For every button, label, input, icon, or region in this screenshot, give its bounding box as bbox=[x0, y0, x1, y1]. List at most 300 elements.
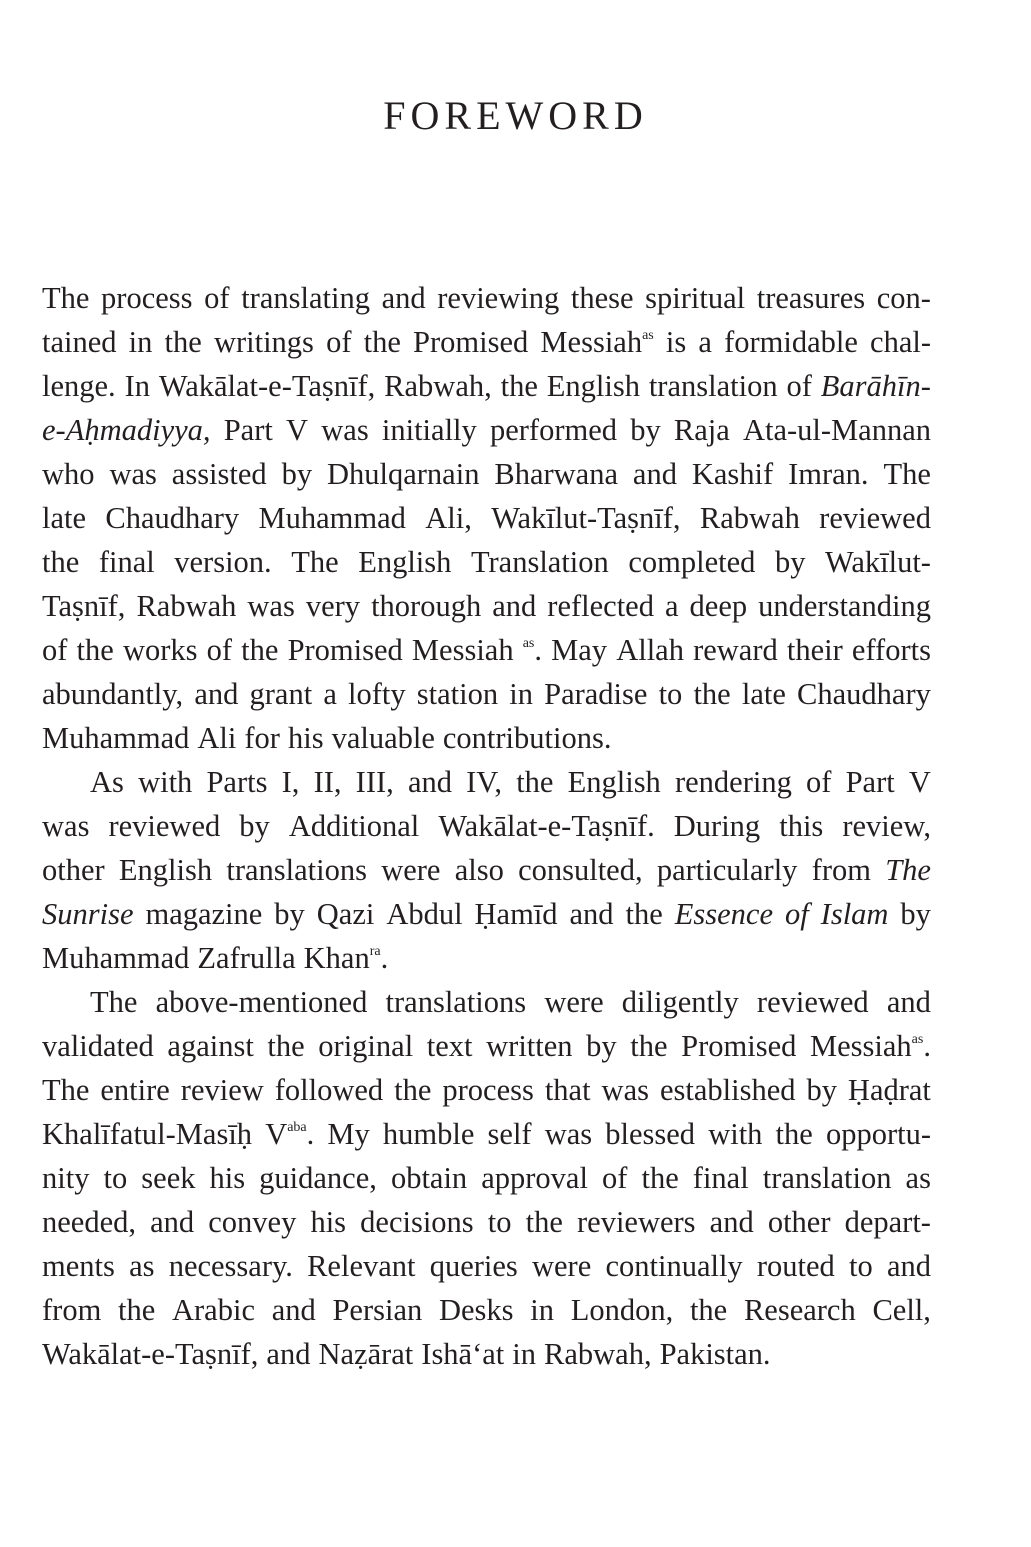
word bbox=[265, 1112, 314, 1156]
word bbox=[630, 408, 661, 452]
text: the bbox=[516, 765, 554, 799]
text: Raja bbox=[673, 413, 730, 447]
word bbox=[282, 760, 300, 804]
word bbox=[486, 1024, 572, 1068]
word bbox=[42, 1156, 89, 1200]
text: and bbox=[632, 457, 677, 491]
text-line bbox=[42, 1332, 931, 1376]
text: lofty bbox=[348, 677, 406, 711]
word bbox=[666, 320, 686, 364]
word bbox=[602, 1068, 649, 1112]
text: The bbox=[291, 545, 339, 579]
word bbox=[288, 628, 403, 672]
text: chal- bbox=[870, 325, 931, 359]
word bbox=[145, 892, 262, 936]
word bbox=[417, 672, 498, 716]
text: . bbox=[534, 633, 543, 667]
word bbox=[775, 540, 806, 584]
word bbox=[208, 1200, 296, 1244]
word bbox=[530, 1288, 554, 1332]
text: final bbox=[98, 545, 155, 579]
word bbox=[602, 1156, 627, 1200]
text: works bbox=[122, 633, 198, 667]
word bbox=[852, 628, 931, 672]
word bbox=[327, 452, 479, 496]
word bbox=[197, 936, 295, 980]
word bbox=[42, 628, 67, 672]
text: Wakālat-e-Taṣnīf. bbox=[438, 809, 655, 843]
text: reviewed bbox=[819, 501, 931, 535]
word bbox=[605, 1244, 742, 1288]
text-line bbox=[42, 540, 931, 584]
text: Promised bbox=[681, 1029, 797, 1063]
word bbox=[693, 672, 730, 716]
text: of bbox=[786, 369, 812, 403]
text: for bbox=[244, 721, 280, 755]
text-line bbox=[42, 364, 931, 408]
text: Rabwah, bbox=[544, 1337, 652, 1371]
word bbox=[501, 364, 538, 408]
text: in bbox=[530, 1293, 554, 1327]
word bbox=[323, 672, 337, 716]
text: reviewed bbox=[108, 809, 221, 843]
word bbox=[826, 1112, 931, 1156]
text: Ali, bbox=[425, 501, 472, 535]
word bbox=[568, 760, 661, 804]
text: by bbox=[586, 1029, 617, 1063]
text: treasures bbox=[756, 281, 866, 315]
word bbox=[490, 408, 617, 452]
word bbox=[649, 364, 778, 408]
word bbox=[675, 892, 773, 936]
word bbox=[622, 980, 739, 1024]
word bbox=[141, 1156, 195, 1200]
text: The bbox=[883, 457, 931, 491]
text: Promised bbox=[287, 633, 403, 667]
word bbox=[430, 1244, 518, 1288]
word bbox=[165, 320, 202, 364]
text: humble bbox=[382, 1117, 475, 1151]
text: with bbox=[708, 1117, 763, 1151]
word bbox=[42, 320, 117, 364]
text: In bbox=[124, 369, 150, 403]
word bbox=[360, 1200, 474, 1244]
text: final bbox=[692, 1161, 749, 1195]
text: validated bbox=[42, 1029, 154, 1063]
word bbox=[488, 1112, 532, 1156]
text: Promised bbox=[413, 325, 529, 359]
word bbox=[384, 364, 492, 408]
word bbox=[42, 584, 125, 628]
page-title: FOREWORD bbox=[383, 93, 648, 138]
text: Rabwah, bbox=[384, 369, 492, 403]
text: was bbox=[321, 413, 369, 447]
text: nity bbox=[42, 1161, 90, 1195]
word bbox=[42, 452, 95, 496]
word bbox=[207, 628, 232, 672]
text: magazine bbox=[145, 897, 263, 931]
word bbox=[136, 584, 236, 628]
word bbox=[659, 672, 683, 716]
text: understanding bbox=[758, 589, 931, 623]
word bbox=[616, 628, 684, 672]
text: of bbox=[42, 633, 68, 667]
text: and bbox=[407, 765, 452, 799]
word bbox=[42, 540, 79, 584]
text-line bbox=[42, 760, 931, 804]
word bbox=[571, 1288, 674, 1332]
word bbox=[42, 496, 86, 540]
text: Additional bbox=[288, 809, 420, 843]
word bbox=[42, 1288, 101, 1332]
word bbox=[383, 1112, 475, 1156]
text: their bbox=[786, 633, 843, 667]
honorific-superscript: as bbox=[911, 1032, 924, 1047]
word bbox=[545, 1112, 592, 1156]
text: The bbox=[90, 985, 138, 1019]
word bbox=[690, 1288, 727, 1332]
text: of bbox=[206, 633, 233, 667]
word bbox=[90, 980, 137, 1024]
text: were bbox=[544, 985, 604, 1019]
text-line bbox=[42, 408, 931, 452]
word bbox=[821, 364, 931, 408]
text: Wakīlut-Taṣnīf, bbox=[491, 501, 681, 535]
text: English bbox=[358, 545, 452, 579]
text: English bbox=[567, 765, 661, 799]
word bbox=[381, 848, 440, 892]
text: efforts bbox=[851, 633, 931, 667]
text: from bbox=[42, 1293, 102, 1327]
word bbox=[291, 540, 338, 584]
word bbox=[906, 1156, 931, 1200]
text: Wakālat-e-Taṣnīf, bbox=[42, 1337, 259, 1371]
word bbox=[509, 672, 533, 716]
word bbox=[768, 1200, 831, 1244]
word bbox=[42, 848, 105, 892]
text: reviewed bbox=[756, 985, 869, 1019]
word bbox=[526, 1200, 563, 1244]
word bbox=[99, 540, 155, 584]
word bbox=[42, 804, 89, 848]
text: abundantly, bbox=[42, 677, 184, 711]
text: consulted, bbox=[518, 853, 643, 887]
text: Translation bbox=[470, 545, 609, 579]
word bbox=[547, 584, 654, 628]
text: II, bbox=[313, 765, 342, 799]
word bbox=[690, 584, 748, 628]
text: was bbox=[601, 1073, 649, 1107]
word bbox=[532, 1244, 591, 1288]
word bbox=[471, 540, 609, 584]
text: the bbox=[164, 325, 202, 359]
text-line bbox=[42, 1288, 931, 1332]
word bbox=[408, 760, 452, 804]
text: III, bbox=[355, 765, 394, 799]
word bbox=[551, 628, 607, 672]
word bbox=[571, 276, 634, 320]
word bbox=[224, 408, 273, 452]
text: Allah bbox=[616, 633, 684, 667]
text: obtain bbox=[390, 1161, 468, 1195]
text: Persian bbox=[332, 1293, 423, 1327]
text: with bbox=[138, 765, 193, 799]
word bbox=[108, 804, 220, 848]
word bbox=[239, 804, 270, 848]
word bbox=[138, 760, 192, 804]
foreword-body bbox=[42, 276, 931, 1376]
word bbox=[156, 980, 368, 1024]
italic-text: Barāhīn- bbox=[820, 369, 931, 403]
text: a bbox=[664, 589, 679, 623]
word bbox=[288, 716, 324, 760]
word bbox=[167, 1024, 253, 1068]
word bbox=[819, 496, 931, 540]
text: writings bbox=[213, 325, 314, 359]
text: was bbox=[42, 809, 90, 843]
text: in bbox=[128, 325, 153, 359]
text: and bbox=[266, 1337, 311, 1371]
text: the bbox=[76, 633, 114, 667]
word bbox=[870, 320, 931, 364]
text: in bbox=[509, 677, 533, 711]
text: ments bbox=[42, 1249, 115, 1283]
word bbox=[845, 1200, 931, 1244]
text: Kashif bbox=[691, 457, 774, 491]
word bbox=[757, 1244, 835, 1288]
text-line bbox=[42, 1024, 931, 1068]
text-line bbox=[42, 1156, 931, 1200]
word bbox=[42, 672, 183, 716]
text: the bbox=[500, 369, 538, 403]
text: the bbox=[693, 677, 731, 711]
word bbox=[523, 628, 542, 672]
word bbox=[660, 1332, 771, 1376]
text: the bbox=[267, 1029, 305, 1063]
text: spiritual bbox=[645, 281, 746, 315]
word bbox=[42, 364, 116, 408]
text: deep bbox=[689, 589, 748, 623]
text: other bbox=[42, 853, 105, 887]
text: formidable bbox=[724, 325, 858, 359]
text: needed, bbox=[42, 1205, 136, 1239]
word bbox=[412, 628, 514, 672]
text: by bbox=[900, 897, 931, 931]
text: assisted bbox=[171, 457, 267, 491]
word bbox=[544, 980, 603, 1024]
text-line bbox=[42, 584, 931, 628]
word bbox=[577, 1200, 696, 1244]
text: Naẓārat bbox=[318, 1337, 414, 1371]
word bbox=[812, 848, 871, 892]
text: Chaudhary bbox=[105, 501, 240, 535]
word bbox=[327, 1112, 369, 1156]
text: by bbox=[806, 1073, 837, 1107]
word bbox=[394, 1068, 431, 1112]
text: Ali bbox=[197, 721, 237, 755]
text: necessary. bbox=[168, 1249, 293, 1283]
text: is bbox=[665, 325, 687, 359]
text: reviewers bbox=[577, 1205, 696, 1239]
word bbox=[693, 1156, 749, 1200]
text: translations bbox=[385, 985, 527, 1019]
text: of bbox=[204, 281, 230, 315]
word bbox=[757, 276, 865, 320]
word bbox=[494, 452, 618, 496]
honorific-superscript: as bbox=[642, 328, 654, 343]
text: Muhammad bbox=[258, 501, 406, 535]
word bbox=[42, 1112, 252, 1156]
word bbox=[698, 320, 712, 364]
word bbox=[724, 320, 858, 364]
word bbox=[321, 408, 368, 452]
text: of bbox=[806, 765, 832, 799]
word bbox=[42, 1024, 154, 1068]
text: Ḥaḍrat bbox=[847, 1073, 931, 1107]
word bbox=[512, 1332, 536, 1376]
italic-text: Islam bbox=[820, 897, 889, 931]
word bbox=[42, 716, 189, 760]
text: During bbox=[673, 809, 761, 843]
text: London, bbox=[570, 1293, 674, 1327]
text: late bbox=[741, 677, 786, 711]
paragraph bbox=[42, 760, 931, 980]
text: late bbox=[42, 501, 87, 535]
text: V bbox=[286, 413, 309, 447]
text: to bbox=[487, 1205, 512, 1239]
text: contributions. bbox=[442, 721, 612, 755]
text-line bbox=[42, 496, 931, 540]
word bbox=[516, 760, 553, 804]
word bbox=[481, 1156, 588, 1200]
word bbox=[241, 628, 278, 672]
word bbox=[439, 1288, 514, 1332]
text: opportu- bbox=[825, 1117, 931, 1151]
word bbox=[742, 672, 786, 716]
word bbox=[776, 1112, 813, 1156]
word bbox=[681, 1024, 796, 1068]
text: continually bbox=[605, 1249, 743, 1283]
text-line bbox=[42, 320, 931, 364]
text: station bbox=[416, 677, 499, 711]
word bbox=[90, 760, 124, 804]
paragraph bbox=[42, 276, 931, 760]
text: grant bbox=[249, 677, 313, 711]
word bbox=[386, 980, 527, 1024]
text: the bbox=[363, 325, 401, 359]
word bbox=[247, 584, 294, 628]
text: by bbox=[630, 413, 661, 447]
text: followed bbox=[274, 1073, 384, 1107]
text: V bbox=[265, 1117, 288, 1151]
text: blessed bbox=[605, 1117, 696, 1151]
text: lenge. bbox=[42, 369, 116, 403]
word bbox=[259, 496, 406, 540]
text: valuable bbox=[331, 721, 435, 755]
text: Qazi bbox=[316, 897, 375, 931]
text: translating bbox=[241, 281, 370, 315]
text: process bbox=[101, 281, 193, 315]
word bbox=[544, 672, 647, 716]
text: Chaudhary bbox=[797, 677, 931, 711]
text: that bbox=[544, 1073, 591, 1107]
word bbox=[172, 1288, 255, 1332]
word bbox=[806, 1068, 837, 1112]
word bbox=[674, 408, 730, 452]
word bbox=[786, 364, 811, 408]
text: English bbox=[118, 853, 213, 887]
text: as bbox=[905, 1161, 931, 1195]
text: to bbox=[658, 677, 683, 711]
word bbox=[810, 1024, 931, 1068]
text: the bbox=[641, 1161, 679, 1195]
text: Ḥamīd bbox=[474, 897, 558, 931]
text: tained bbox=[42, 325, 117, 359]
text: The bbox=[42, 281, 90, 315]
word bbox=[304, 936, 389, 980]
text-line bbox=[42, 716, 931, 760]
text: by bbox=[281, 457, 313, 491]
word bbox=[887, 980, 931, 1024]
text: of bbox=[326, 325, 352, 359]
word bbox=[763, 1156, 892, 1200]
text: against bbox=[167, 1029, 254, 1063]
word bbox=[842, 804, 931, 848]
word bbox=[241, 276, 370, 320]
word bbox=[710, 1200, 754, 1244]
text: also bbox=[454, 853, 504, 887]
text: and bbox=[381, 281, 426, 315]
text: above-mentioned bbox=[155, 985, 368, 1019]
text: of bbox=[602, 1161, 628, 1195]
word bbox=[244, 716, 280, 760]
text: Muhammad bbox=[42, 941, 190, 975]
text: entire bbox=[100, 1073, 170, 1107]
word bbox=[425, 496, 472, 540]
word bbox=[391, 1156, 467, 1200]
text-line bbox=[42, 848, 931, 892]
word bbox=[788, 452, 868, 496]
text: Desks bbox=[438, 1293, 514, 1327]
text: the bbox=[630, 1029, 668, 1063]
word bbox=[570, 892, 614, 936]
word bbox=[259, 1156, 377, 1200]
text: was bbox=[544, 1117, 593, 1151]
word bbox=[317, 892, 375, 936]
word bbox=[282, 452, 313, 496]
word bbox=[307, 1244, 415, 1288]
text: a bbox=[698, 325, 712, 359]
text: to bbox=[103, 1161, 128, 1195]
text: the bbox=[775, 1117, 813, 1151]
text: these bbox=[570, 281, 634, 315]
word bbox=[382, 276, 426, 320]
text: Paradise bbox=[544, 677, 648, 711]
word bbox=[488, 1200, 512, 1244]
honorific-superscript: ra bbox=[369, 944, 381, 959]
text-line bbox=[42, 1200, 931, 1244]
text: process bbox=[442, 1073, 534, 1107]
word bbox=[909, 760, 931, 804]
text: text bbox=[426, 1029, 473, 1063]
text: self bbox=[487, 1117, 532, 1151]
text: and bbox=[150, 1205, 195, 1239]
text: his bbox=[287, 721, 324, 755]
word bbox=[660, 1068, 796, 1112]
word bbox=[442, 1068, 533, 1112]
word bbox=[104, 1156, 128, 1200]
word bbox=[206, 760, 267, 804]
